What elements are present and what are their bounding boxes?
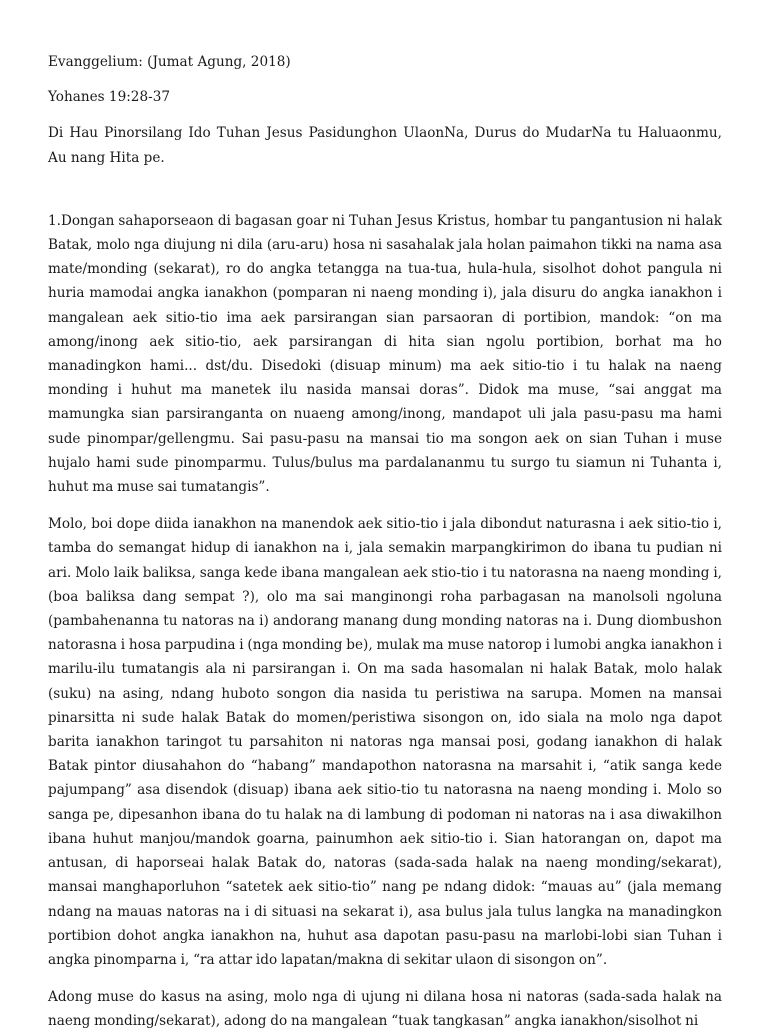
sermon-heading: Evanggelium: (Jumat Agung, 2018) xyxy=(48,54,291,70)
sermon-title: Di Hau Pinorsilang Ido Tuhan Jesus Pasidunghon UlaonNa, Durus do MudarNa tu Haluaonmu, Au nang Hita pe. xyxy=(48,125,722,166)
body-paragraph-1: 1.Dongan sahaporseaon di bagasan goar ni Tuhan Jesus Kristus, hombar tu pangantusion ni halak Batak, molo nga diujung ni dila (aru-aru) hosa ni sasahalak jala holan paimahon tikki na nama asa mate/monding (sekarat), ro do angka tetangga na tua-tua, hula-hula, sisolhot dohot pangula ni huria mamodai angka ianakhon (pomparan ni naeng monding i), jala disuru do angka ianakhon i mangalean aek sitio-tio ima aek parsirangan sian parsaoran di portibion, mandok: “on ma among/inong aek sitio-tio, aek parsirangan di hita sian ngolu portibion, borhat ma ho manadingkon hami... dst/du. Disedoki (disuap minum) ma aek sitio-tio i tu halak na naeng monding i huhut ma manetek ilu nasida mansai doras”. Didok ma muse, “sai anggat ma mamungka sian parsiranganta on nuaeng among/inong, mandapot uli jala pasu-pasu ma hami sude pinompar/gellengmu. Sai pasu-pasu na mansai tio ma songon aek on sian Tuhan i muse hujalo hami sude pinomparmu. Tulus/bulus ma pardalananmu tu surgo tu siamun ni Tuhanta i, huhut ma muse sai tumatangis”. xyxy=(48,212,722,496)
body-paragraph-2: Molo, boi dope diida ianakhon na manendok aek sitio-tio i jala dibondut naturasna i aek sitio-tio i, tamba do semangat hidup di ianakhon na i, jala semakin marpangkirimon do ibana tu pudian ni ari. Molo laik baliksa, sanga kede ibana mangalean aek stio-tio i tu natorasna na naeng monding i, (boa baliksa dang sempat ?), olo ma sai manginongi roha parbagasan na manolsoli ngoluna (pambahenanna tu natoras na i) andorang manang dung monding natoras na i. Dung diombushon natorasna i hosa parpudina i (nga monding be), mulak ma muse natorop i lumobi angka ianakhon i marilu-ilu tumatangis ala ni parsirangan i. On ma sada hasomalan ni halak Batak, molo halak (suku) na asing, ndang huboto songon dia nasida tu peristiwa na sarupa. Momen na mansai pinarsitta ni sude halak Batak do momen/peristiwa sisongon on, ido siala na molo nga dapot barita ianakhon taringot tu parsahiton ni natoras nga mansai posi, godang ianakhon di halak Batak pintor diusahahon do “habang” mandapothon natorasna na marsahit i, “atik sanga kede pajumpang” asa disendok (disuap) ibana aek sitio-tio tu natorasna na naeng monding i. Molo so sanga pe, dipesanhon ibana do tu halak na di lambung di podoman ni natoras na i asa diwakilhon ibana huhut manjou/mandok goarna, painumhon aek sitio-tio i. Sian hatorangan on, dapot ma antusan, di haporseai halak Batak do, natoras (sada-sada halak na naeng monding/sekarat), mansai manghaporluhon “satetek aek sitio-tio” nang pe ndang didok: “mauas au” (jala memang ndang na mauas natoras na i di situasi na sekarat i), asa bulus jala tulus langka na manadingkon portibion dohot angka ianakhon na, huhut asa dapotan pasu-pasu na marlobi-lobi sian Tuhan i angka pinomparna i, “ra attar ido lapatan/makna di sekitar ulaon di sisongon on”. xyxy=(48,516,722,968)
scripture-reference: Yohanes 19:28-37 xyxy=(48,89,170,106)
body-paragraph-3: Adong muse do kasus na asing, molo nga di ujung ni dilana hosa ni natoras (sada-sada halak na naeng monding/sekarat), adong do na mangalean “tuak tangkasan” angka ianakhon/sisolhot ni xyxy=(48,989,722,1030)
